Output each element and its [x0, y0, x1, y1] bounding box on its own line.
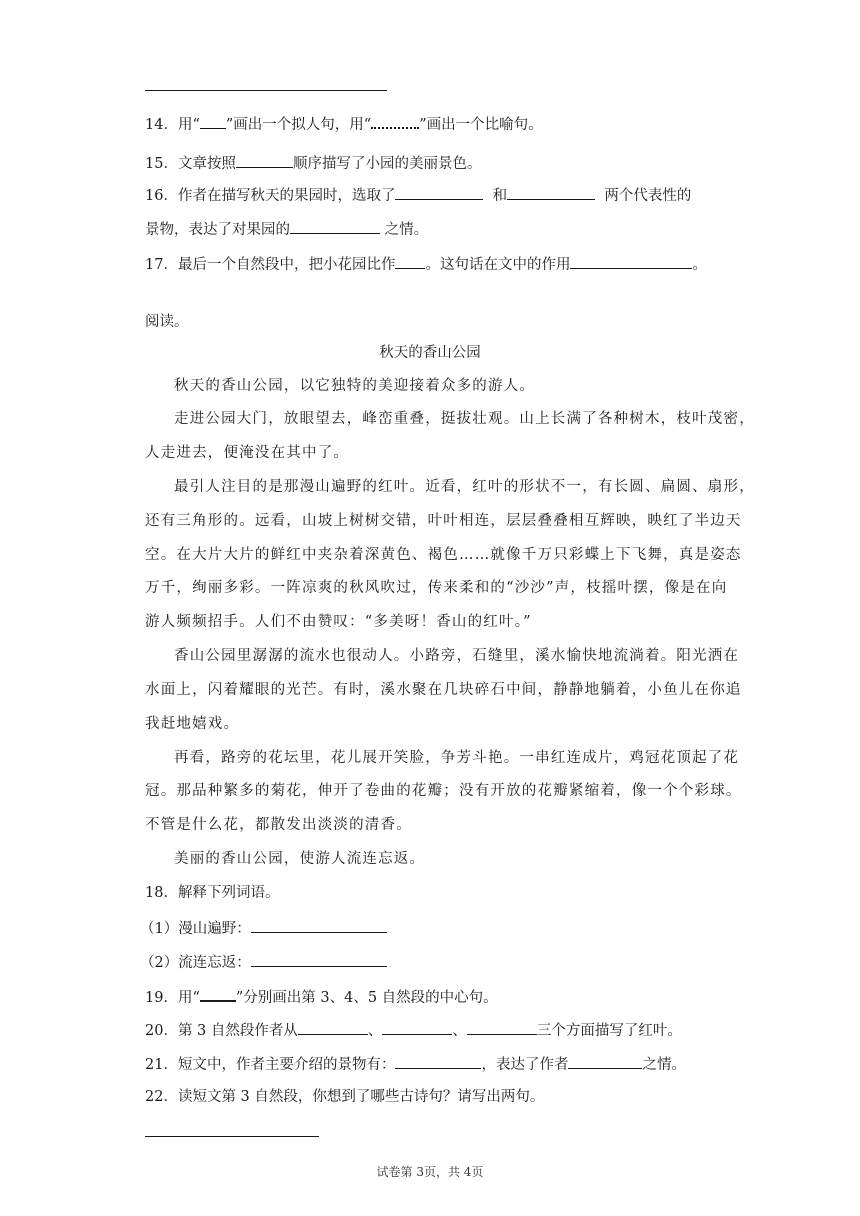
question-18: 18．解释下列词语。 [145, 885, 280, 901]
passage-line: 水面上，闪着耀眼的光芒。有时，溪水聚在几块碎石中间，静静地躺着，小鱼儿在你追 [145, 682, 742, 698]
blank [298, 1019, 368, 1035]
passage-line: 最引人注目的是那漫山遍野的红叶。近看，红叶的形状不一，有长圆、扁圆、扇形， [174, 479, 755, 495]
blank [570, 253, 692, 269]
passage-line: 人走进去，便淹没在其中了。 [145, 445, 350, 461]
passage-line: 冠。那品种繁多的菊花，伸开了卷曲的花瓣；没有开放的花瓣紧缩着，像一个个彩球。 [145, 783, 742, 799]
question-15: 15．文章按照 顺序描写了小园的美丽景色。 [145, 152, 481, 174]
question-16-cont: 景物，表达了对果园的 之情。 [145, 218, 428, 240]
wavy-underline-sample [371, 112, 419, 129]
blank [467, 1019, 537, 1035]
page-footer: 试卷第 3页，共 4页 [376, 1165, 484, 1179]
underline-sample [200, 113, 226, 129]
question-22: 22．读短文第 3 自然段，你想到了哪些古诗句？请写出两句。 [145, 1089, 545, 1105]
blank [251, 951, 387, 967]
blank [507, 184, 595, 200]
underline-sample [200, 985, 236, 1002]
passage-line: 游人频频招手。人们不由赞叹：“多美呀！香山的红叶。” [145, 614, 532, 630]
question-19: 19．用“ ”分别画出第 3、4、5 自然段的中心句。 [145, 985, 498, 1008]
blank [251, 917, 387, 933]
passage-line: 美丽的香山公园，使游人流连忘返。 [174, 851, 426, 867]
passage-line: 再看，路旁的花坛里，花儿展开笑脸，争芳斗艳。一串红连成片，鸡冠花顶起了花 [174, 750, 740, 766]
question-21: 21．短文中，作者主要介绍的景物有： ，表达了作者 之情。 [145, 1053, 686, 1075]
question-14: 14．用“ ”画出一个拟人句，用“ ”画出一个比喻句。 [145, 112, 543, 135]
question-16: 16．作者在描写秋天的果园时，选取了 和 两个代表性的 [145, 184, 691, 206]
question-18-2: （2）流连忘返： [140, 951, 387, 973]
answer-line [145, 1136, 319, 1137]
passage-line: 秋天的香山公园，以它独特的美迎接着众多的游人。 [174, 378, 536, 394]
passage-line: 万千，绚丽多彩。一阵凉爽的秋风吹过，传来柔和的“沙沙”声，枝摇叶摆，像是在向 [145, 580, 728, 596]
passage-line: 香山公园里潺潺的流水也很动人。小路旁，石缝里，溪水愉快地流淌着。阳光洒在 [174, 648, 740, 664]
blank [382, 1019, 452, 1035]
passage-title: 秋天的香山公园 [379, 345, 481, 361]
blank [395, 1053, 481, 1069]
question-20: 20．第 3 自然段作者从 、 、 三个方面描写了红叶。 [145, 1019, 682, 1041]
question-18-1: （1）漫山遍野： [140, 917, 387, 939]
question-17: 17．最后一个自然段中，把小花园比作 。这句话在文中的作用 。 [145, 253, 707, 275]
passage-line: 还有三角形的。远看，山坡上树树交错，叶叶相连，层层叠叠相互辉映，映红了半边天 [145, 513, 742, 529]
blank [290, 218, 380, 234]
blank [395, 253, 425, 269]
passage-line: 走进公园大门，放眼望去，峰峦重叠，挺拔壮观。山上长满了各种树木，枝叶茂密， [174, 411, 755, 427]
answer-line [145, 90, 387, 91]
blank [236, 152, 293, 168]
passage-line: 不管是什么花，都散发出淡淡的清香。 [145, 817, 412, 833]
blank [395, 184, 483, 200]
blank [568, 1053, 642, 1069]
reading-intro: 阅读。 [145, 314, 189, 330]
passage-line: 空。在大片大片的鲜红中夹杂着深黄色、褐色……就像千万只彩蝶上下飞舞，真是姿态 [145, 547, 742, 563]
passage-line: 我赶地嬉戏。 [145, 716, 240, 732]
